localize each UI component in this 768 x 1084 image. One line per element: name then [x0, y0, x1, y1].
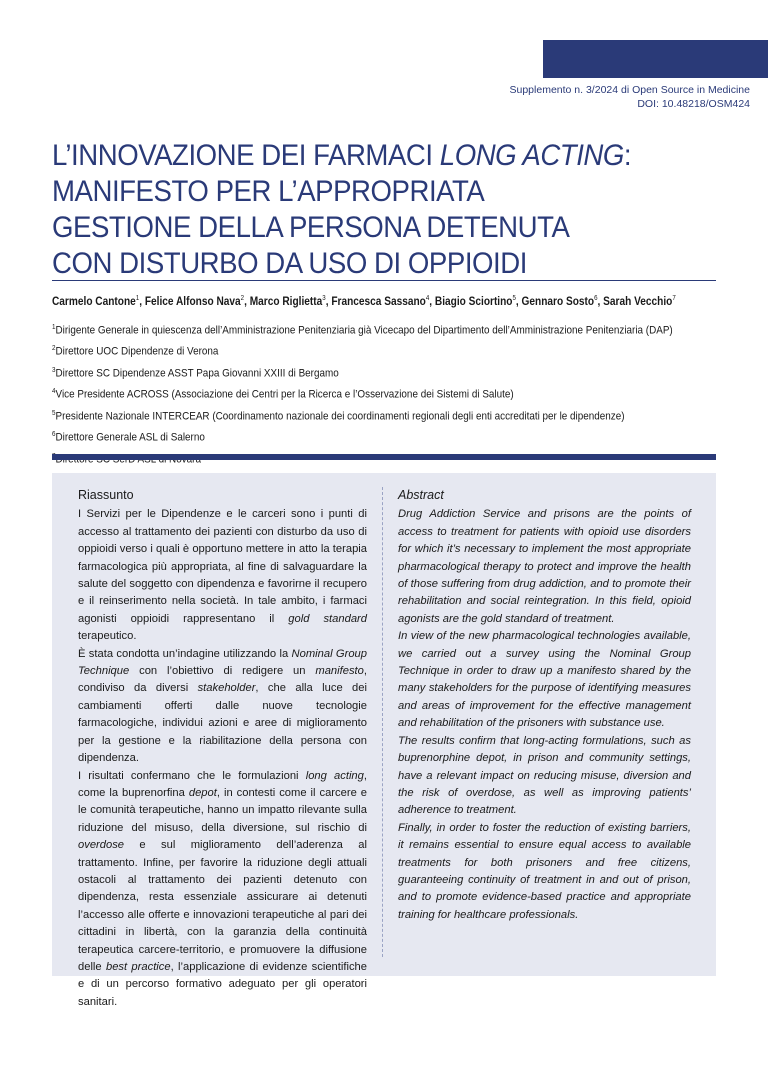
affiliation-text: Direttore SC Dipendenze ASST Papa Giovanni XXIII di Bergamo [55, 367, 339, 380]
text-run: È stata condotta un’indagine utilizzando la [78, 647, 292, 660]
text-run: terapeutico. [78, 630, 137, 643]
author-sup: 6 [594, 295, 598, 302]
supplement-line: Supplemento n. 3/2024 di Open Source in Medicine [509, 84, 750, 96]
affiliation [52, 426, 673, 447]
title-line-4: CON DISTURBO DA USO DI OPPIOIDI [52, 247, 527, 280]
author-name: Sarah Vecchio [603, 295, 673, 308]
affiliation-text: Dirigente Generale in quiescenza dell’Amministrazione Penitenziaria già Vicecapo del Dipartimento dell’Amministrazione Penitenziaria (DAP) [55, 324, 673, 337]
abstract-box [52, 473, 716, 1008]
affiliation [52, 405, 673, 426]
abstract-heading: Abstract [398, 488, 444, 502]
affiliation [52, 383, 673, 404]
abstract-paragraph-4: Finally, in order to foster the reduction of existing barriers, it remains essential to ensure equal access to available treatments for both prisoners and free citizens, guaranteeing continuity of treatment in and out of prison, and to promote evidence-based practice and appropriate training for healthcare professionals. [398, 821, 691, 921]
affiliation-sup: 1 [52, 324, 56, 331]
affiliation-sup: 6 [52, 431, 56, 439]
author-sup: 2 [240, 295, 245, 302]
abstract-paragraph-3: The results confirm that long-acting formulations, such as buprenorphine depot, in prison and community settings, have a relevant impact on reducing misuse, diversion and the risk of overdose, as well as improving patients’ adherence to treatment. [398, 734, 691, 817]
author [522, 296, 598, 308]
italic-run: gold standard [288, 612, 367, 625]
affiliation-text: Vice Presidente ACROSS (Associazione dei Centri per la Ricerca e l’Osservazione dei Sistemi di Salute) [55, 389, 514, 402]
affiliation-text: Direttore Generale ASL di Salerno [55, 431, 205, 444]
title-text: L’INNOVAZIONE DEI FARMACI [52, 139, 440, 172]
title-line-3: GESTIONE DELLA PERSONA DETENUTA [52, 211, 570, 244]
text-run: , in contesti come il carcere e le comunità terapeutiche, hanno un impatto rilevante sulla riduzione del misuso, della diversione, sul rischio di [78, 786, 368, 834]
author-name: Biagio Sciortino [434, 295, 513, 308]
author-list: Carmelo Cantone$^1$, Felice Alfonso Nava$^2$, Marco Riglietta$^3$, Francesca Sassano$^4$, Biagio Sciortino$^5$, Gennaro Sosto$^6$, Sarah Vecchio$^7$ [52, 295, 676, 308]
header-color-bar [543, 40, 768, 78]
abstract-paragraph-1: Drug Addiction Service and prisons are the points of access to treatment for patients with opioid use disorders for which it’s necessary to implement the most appropriate pharmacological therapy to protect and improve the health of those suffering from drug addiction, and to promote their rehabilitation and social reintegration. In this field, opioid agonists are the gold standard of treatment. [398, 508, 691, 625]
text-run: , che alla luce dei cambiamenti offerti dalle nuove tecnologie farmacologiche, individui azioni e aree di miglioramento per la gestione e la riabilitazione della persona con dipendenza. [78, 682, 367, 765]
author-sup: 7 [672, 295, 676, 302]
italic-run: depot [188, 786, 217, 799]
riassunto-paragraph-1 [78, 506, 367, 645]
author-name: Gennaro Sosto [521, 295, 595, 308]
article-title [52, 138, 678, 282]
affiliation [52, 319, 673, 340]
affiliation-text: Presidente Nazionale INTERCEAR (Coordinamento nazionale dei coordinamenti regionali degli enti accreditati per le dipendenze) [55, 410, 625, 423]
author [250, 296, 326, 308]
italic-run: overdose [78, 839, 125, 852]
riassunto-paragraph-3 [78, 768, 367, 1012]
affiliation-list [52, 319, 673, 469]
author [145, 296, 244, 308]
text-run: I Servizi per le Dipendenze e le carceri sono i punti di accesso al trattamento dei pazienti con disturbo da uso di oppioidi verso i quali è opportuno mettere in atto la terapia farmacologica più appropriata, al fine di salvaguardare la salute del soggetto con dipendenza e favorirne il recupero e il reinserimento nella società. In tale ambito, i farmaci agonisti oppioidi rappresentano il [78, 508, 367, 625]
title-text: : [623, 139, 632, 172]
author-name: Marco Riglietta [249, 295, 323, 308]
author [435, 296, 516, 308]
text-run: , l’applicazione di evidenze scientifiche e di un percorso formativo adeguato per gli operatori sanitari. [78, 960, 367, 1008]
abstract-paragraph-2: In view of the new pharmacological technologies available, we carried out a survey using the Nominal Group Technique in order to draw up a manifesto shared by the many stakeholders for the purpose of identifying measures and areas of improvement for the effective management and rehabilitation of the prisoners with substance use. [398, 630, 691, 730]
riassunto-column [78, 487, 367, 1011]
text-run: , condiviso da diversi [78, 665, 367, 695]
affiliation-sup: 5 [52, 409, 56, 417]
italic-run: long acting [305, 769, 364, 782]
title-rule [52, 280, 716, 281]
title-line-2: MANIFESTO PER L’APPROPRIATA [52, 175, 485, 208]
author-sup: 1 [135, 295, 140, 302]
author-name: Carmelo Cantone [52, 295, 136, 308]
author-name: Felice Alfonso Nava [144, 295, 241, 308]
supplement-info [510, 83, 751, 111]
italic-run: best practice [105, 960, 171, 973]
abstract-column [398, 487, 691, 924]
author-sup: 4 [425, 295, 430, 302]
author-sup: 3 [322, 295, 326, 302]
text-run: e sul miglioramento dell’aderenza al trattamento. Infine, per favorire la riduzione degli attuali ostacoli al trattamento dei pazienti detenuto con dipendenza, resta essenziale assicurare ai detenuti l’accesso alle offerte e innovazioni terapeutiche al pari dei cittadini in libertà, con la garanzia della continuità terapeutica carcere-territorio, e promuovere la diffusione delle [78, 839, 367, 973]
author [52, 296, 139, 308]
author-sup: 5 [512, 295, 516, 302]
doi-line: DOI: 10.48218/OSM424 [637, 98, 750, 110]
affiliation [52, 362, 673, 383]
riassunto-heading: Riassunto [78, 488, 134, 502]
text-run: , come la buprenorfina [78, 769, 367, 799]
italic-run: Nominal Group Technique [78, 647, 367, 678]
italic-run: manifesto [315, 665, 364, 678]
affiliation-sup: 4 [52, 388, 56, 396]
column-divider [382, 487, 383, 957]
section-rule [52, 454, 716, 460]
text-run: con l’obiettivo di redigere un [129, 665, 316, 678]
italic-run: stakeholder [197, 682, 256, 695]
author-name: Francesca Sassano [331, 295, 426, 308]
text-run: I risultati confermano che le formulazioni [78, 769, 306, 782]
title-italic-text: LONG ACTING [439, 139, 624, 172]
author [331, 296, 429, 308]
affiliation-sup: 2 [52, 345, 56, 353]
title-line-1 [52, 138, 678, 174]
affiliation-sup: 3 [52, 366, 56, 374]
riassunto-paragraph-2 [78, 646, 367, 768]
affiliation-text: Direttore UOC Dipendenze di Verona [55, 346, 219, 359]
author [603, 296, 676, 308]
affiliation [52, 340, 673, 361]
